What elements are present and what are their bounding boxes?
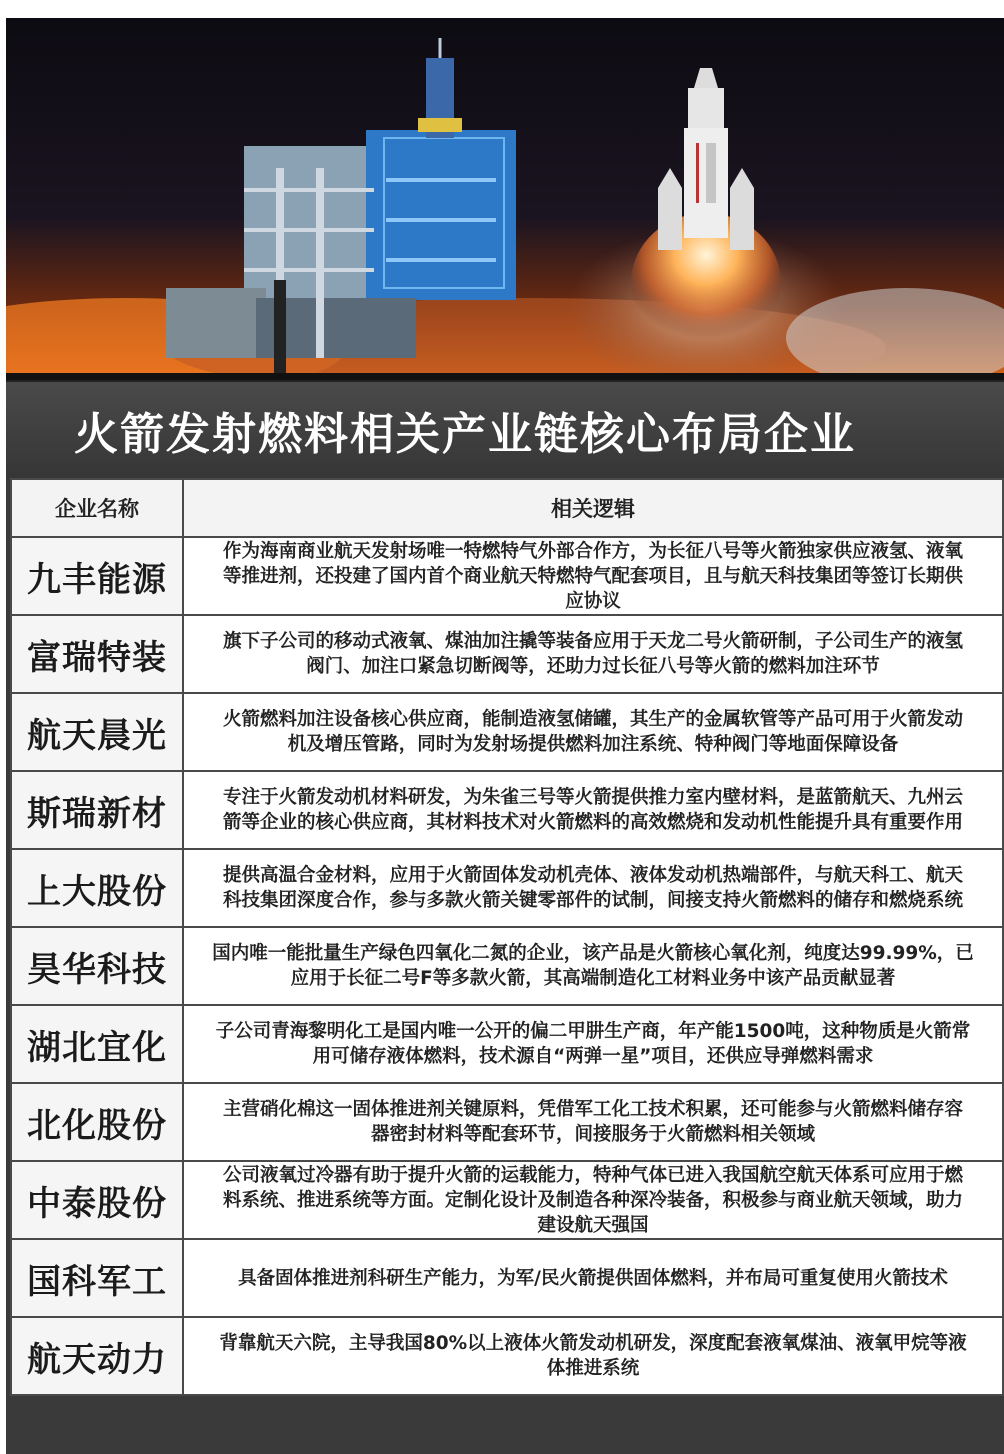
- company-name: 富瑞特装: [11, 615, 183, 693]
- company-logic: [183, 537, 1003, 615]
- logic-line: 公司液氧过冷器有助于提升火箭的运载能力，特种气体已进入我国航空航天体系可应用于燃: [222, 1164, 963, 1186]
- table-row: [11, 537, 1003, 615]
- company-logic: [183, 927, 1003, 1005]
- logic-line: 应用于长征二号F等多款火箭，其高端制造化工材料业务中该产品贡献显著: [290, 968, 896, 989]
- logic-line: 用可储存液体燃料，技术源自“两弹一星”项目，还供应导弹燃料需求: [312, 1046, 874, 1067]
- logic-line: 旗下子公司的移动式液氧、煤油加注撬等装备应用于天龙二号火箭研制，子公司生产的液氢: [222, 631, 963, 652]
- logic-line: 阀门、加注口紧急切断阀等，还助力过长征八号等火箭的燃料加注环节: [306, 656, 880, 677]
- logic-line: 料系统、推进系统等方面。定制化设计及制造各种深冷装备，积极参与商业航天领域，助力: [222, 1189, 963, 1211]
- company-name: 国科军工: [11, 1239, 183, 1317]
- logic-line: 提供高温合金材料，应用于火箭固体发动机壳体、液体发动机热端部件，与航天科工、航天: [222, 865, 963, 886]
- logic-text: [223, 1163, 963, 1238]
- company-name: 上大股份: [11, 849, 183, 927]
- company-logic: [183, 1239, 1003, 1317]
- company-logic: [183, 849, 1003, 927]
- company-table: [10, 478, 1004, 1396]
- company-logic: [183, 1005, 1003, 1083]
- company-name: 航天动力: [11, 1317, 183, 1395]
- logic-text: [219, 1331, 966, 1381]
- table-row: [11, 1005, 1003, 1083]
- logic-line: 等推进剂，还投建了国内首个商业航天特燃特气配套项目，且与航天科技集团等签订长期供: [222, 565, 963, 587]
- logic-line: 专注于火箭发动机材料研发，为朱雀三号等火箭提供推力室内壁材料，是蓝箭航天、九州云: [222, 787, 963, 808]
- company-name: 北化股份: [11, 1083, 183, 1161]
- column-header-name: 企业名称: [11, 479, 183, 537]
- logic-line: 应协议: [565, 590, 621, 612]
- logic-text: [223, 707, 963, 757]
- bottom-border: [6, 1440, 1004, 1454]
- table-row: [11, 1161, 1003, 1239]
- company-name: 航天晨光: [11, 693, 183, 771]
- company-name: 昊华科技: [11, 927, 183, 1005]
- table-header-row: [11, 479, 1003, 537]
- logic-text: [238, 1266, 948, 1291]
- company-name: 中泰股份: [11, 1161, 183, 1239]
- company-logic: [183, 1317, 1003, 1395]
- table-row: [11, 1083, 1003, 1161]
- table-row: [11, 1239, 1003, 1317]
- logic-line: 火箭燃料加注设备核心供应商，能制造液氢储罐，其生产的金属软管等产品可用于火箭发动: [222, 709, 963, 730]
- column-header-logic: 相关逻辑: [183, 479, 1003, 537]
- company-name: 斯瑞新材: [11, 771, 183, 849]
- logic-line: 科技集团深度合作，参与多款火箭关键零部件的试制，间接支持火箭燃料的储存和燃烧系统: [222, 890, 963, 911]
- table-row: [11, 771, 1003, 849]
- company-name: 湖北宜化: [11, 1005, 183, 1083]
- company-logic: [183, 693, 1003, 771]
- logic-line: 器密封材料等配套环节，间接服务于火箭燃料相关领域: [370, 1124, 815, 1145]
- table-body: [11, 537, 1003, 1395]
- company-name: 九丰能源: [11, 537, 183, 615]
- logic-text: [223, 1097, 963, 1147]
- logic-line: 具备固体推进剂科研生产能力，为军/民火箭提供固体燃料，并布局可重复使用火箭技术: [238, 1267, 948, 1289]
- title-bar: [6, 380, 1004, 478]
- logic-text: [223, 629, 963, 679]
- logic-text: [223, 785, 963, 835]
- logic-line: 作为海南商业航天发射场唯一特燃特气外部合作方，为长征八号等火箭独家供应液氢、液氧: [222, 540, 963, 562]
- logic-line: 背靠航天六院，主导我国80%以上液体火箭发动机研发，深度配套液氧煤油、液氧甲烷等液: [219, 1333, 967, 1354]
- page-title: 火箭发射燃料相关产业链核心布局企业: [74, 409, 856, 460]
- company-logic: [183, 615, 1003, 693]
- logic-line: 子公司青海黎明化工是国内唯一公开的偏二甲肼生产商，年产能1500吨，这种物质是火箭常: [215, 1021, 971, 1042]
- company-logic: [183, 771, 1003, 849]
- logic-line: 机及增压管路，同时为发射场提供燃料加注系统、特种阀门等地面保障设备: [287, 734, 899, 755]
- table-row: [11, 693, 1003, 771]
- rocket-launch-image: [6, 18, 1004, 380]
- company-logic: [183, 1161, 1003, 1239]
- logic-line: 建设航天强国: [537, 1214, 649, 1236]
- logic-text: [212, 941, 974, 991]
- table-row: [11, 927, 1003, 1005]
- logic-text: [223, 863, 963, 913]
- rocket-launch-illustration: [6, 18, 1004, 380]
- logic-text: [223, 539, 963, 614]
- table-row: [11, 615, 1003, 693]
- logic-line: 体推进系统: [546, 1358, 640, 1379]
- logic-line: 主营硝化棉这一固体推进剂关键原料，凭借军工化工技术积累，还可能参与火箭燃料储存容: [222, 1099, 963, 1120]
- logic-text: [216, 1019, 971, 1069]
- company-logic: [183, 1083, 1003, 1161]
- table-row: [11, 849, 1003, 927]
- table-row: [11, 1317, 1003, 1395]
- logic-line: 国内唯一能批量生产绿色四氧化二氮的企业，该产品是火箭核心氧化剂，纯度达99.99%，已: [212, 943, 974, 964]
- logic-line: 箭等企业的核心供应商，其材料技术对火箭燃料的高效燃烧和发动机性能提升具有重要作用: [222, 812, 963, 833]
